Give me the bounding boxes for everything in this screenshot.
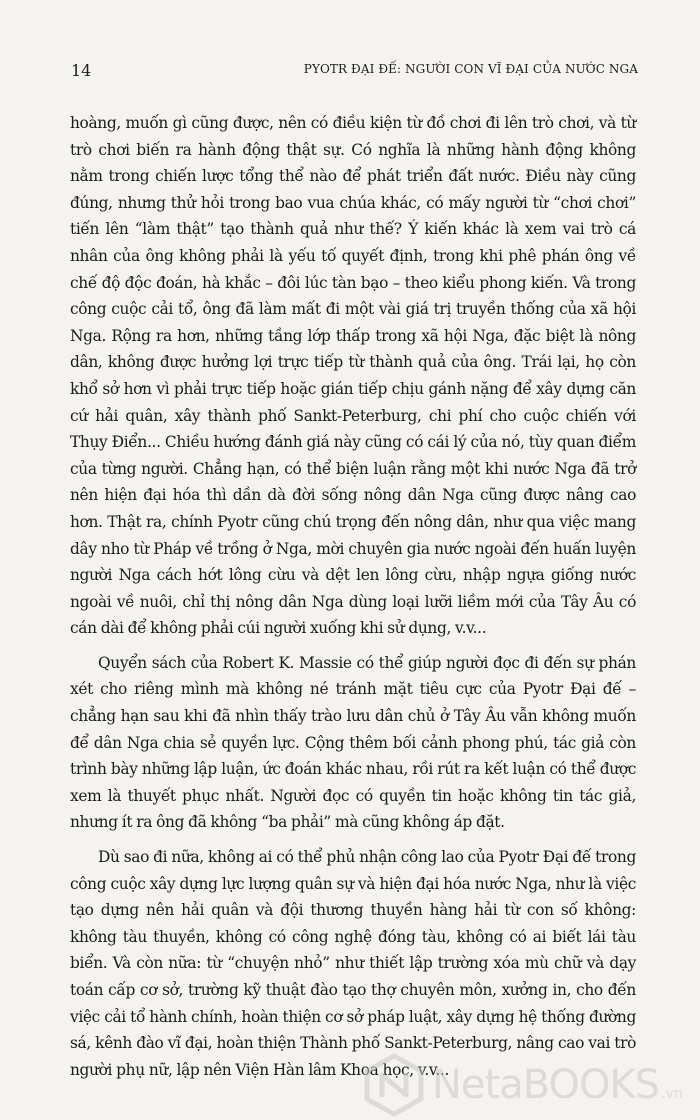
body-text — [70, 110, 636, 1091]
watermark-brand — [432, 1062, 683, 1108]
watermark-brand-name: NetaBOOKS — [432, 1062, 660, 1108]
paragraph-1: hoàng, muốn gì cũng được, nên có điều kiện từ đồ chơi đi lên trò chơi, và từ trò chơi biến ra hành động thật sự. Có nghĩa là những hành động không nằm trong chiến lược tổng thể nào để phát triển đất nước. Điều này cũng đúng, nhưng thử hỏi trong bao vua chúa khác, có mấy người từ “chơi chơi” tiến lên “làm thật” tạo thành quả như thế? Ý kiến khác là xem vai trò cá nhân của ông không phải là yếu tố quyết định, trong khi phê phán ông về chế độ độc đoán, hà khắc – đôi lúc tàn bạo – theo kiểu phong kiến. Và trong công cuộc cải tổ, ông đã làm mất đi một vài giá trị truyền thống của xã hội Nga. Rộng ra hơn, những tầng lớp thấp trong xã hội Nga, đặc biệt là nông dân, không được hưởng lợi trực tiếp từ thành quả của ông. Trái lại, họ còn khổ sở hơn vì phải trực tiếp hoặc gián tiếp chịu gánh nặng để xây dựng căn cứ hải quân, xây thành phố Sankt-Peterburg, chi phí cho cuộc chiến với Thụy Điển... Chiều hướng đánh giá này cũng có cái lý của nó, tùy quan điểm của từng người. Chẳng hạn, có thể biện luận rằng một khi nước Nga đã trở nên hiện đại hóa thì dần dà đời sống nông dân Nga cũng được nâng cao hơn. Thật ra, chính Pyotr cũng chú trọng đến nông dân, như qua việc mang dây nho từ Pháp về trồng ở Nga, mời chuyên gia nước ngoài đến huấn luyện người Nga cách hớt lông cừu và dệt len lông cừu, nhập ngựa giống nước ngoài về nuôi, chỉ thị nông dân Nga dùng loại lưỡi liềm mới của Tây Âu có cán dài để không phải cúi người xuống khi sử dụng, v.v... — [70, 114, 636, 638]
netabooks-watermark — [362, 1050, 700, 1120]
paragraph-3: Dù sao đi nữa, không ai có thể phủ nhận công lao của Pyotr Đại đế trong công cuộc xây dựng lực lượng quân sự và hiện đại hóa nước Nga, như là việc tạo dựng nên hải quân và đội thương thuyền hàng hải từ con số không: không tàu thuyền, không có công nghệ đóng tàu, không có ai biết lái tàu biển. Và còn nữa: từ “chuyện nhỏ” như thiết lập trường xóa mù chữ và dạy toán cấp cơ sở, trường kỹ thuật đào tạo thợ chuyên môn, xưởng in, cho đến việc cải tổ hành chính, hoàn thiện cơ sở pháp luật, xây dựng hệ thống đường sá, kênh đào vĩ đại, hoàn thiện Thành phố Sankt-Peterburg, nâng cao vai trò người phụ nữ, lập nên Viện Hàn lâm Khoa học, v.v... — [70, 848, 636, 1079]
running-header: PYOTR ĐẠI ĐẾ: NGƯỜI CON VĨ ĐẠI CỦA NƯỚC NGA — [303, 62, 638, 76]
watermark-domain-suffix: .vn — [661, 1086, 683, 1102]
netabooks-logo-icon — [362, 1053, 426, 1117]
page-number: 14 — [71, 61, 92, 80]
paragraph-2: Quyển sách của Robert K. Massie có thể giúp người đọc đi đến sự phán xét cho riêng mình mà không né tránh mặt tiêu cực của Pyotr Đại đế – chẳng hạn sau khi đã nhìn thấy trào lưu dân chủ ở Tây Âu vẫn không muốn để dân Nga chia sẻ quyền lực. Cộng thêm bối cảnh phong phú, tác giả còn trình bày những lập luận, ức đoán khác nhau, rồi rút ra kết luận có thể được xem là thuyết phục nhất. Người đọc có quyền tin hoặc không tin tác giả, nhưng ít ra ông đã không “ba phải” mà cũng không áp đặt. — [70, 653, 636, 832]
